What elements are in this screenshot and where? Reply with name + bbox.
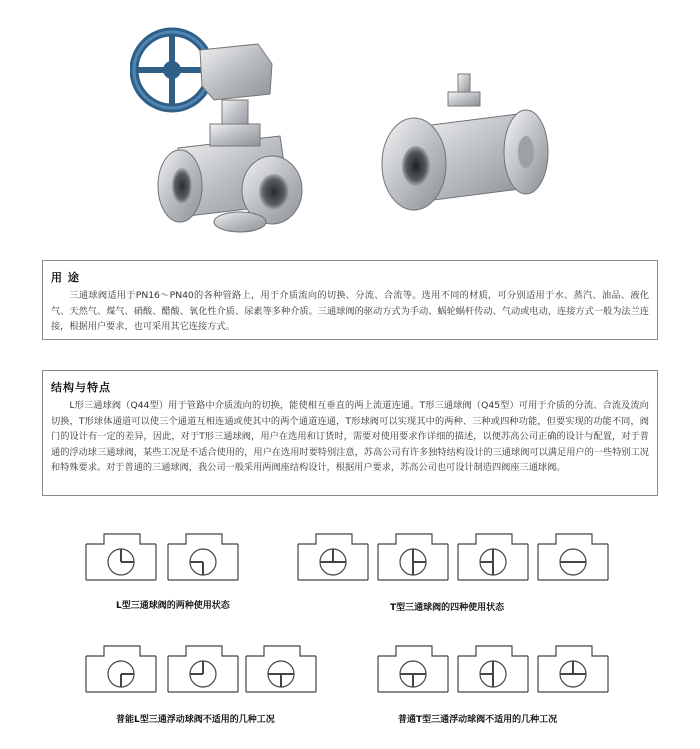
t-valve-states-diagram: [296, 530, 612, 596]
valve-schematic: [378, 534, 448, 580]
valve-schematic: [298, 534, 368, 580]
usage-section: [42, 260, 658, 340]
usage-title: 用 途: [51, 271, 80, 284]
valve-schematic: [378, 646, 448, 692]
l-valve-states-caption: L型三通球阀的两种使用状态: [116, 601, 230, 611]
t-valve-states-caption: T型三通球阀的四种使用状态: [390, 603, 505, 613]
valve-schematic: [458, 646, 528, 692]
valve-schematic: [168, 646, 238, 692]
valve-schematic: [538, 646, 608, 692]
l-valve-unsuitable-caption: 普能L型三通浮动球阀不适用的几种工况: [116, 715, 275, 725]
t-valve-unsuitable-caption: 普通T型三通浮动球阀不适用的几种工况: [398, 715, 558, 725]
structure-text: L形三通球阀（Q44型）用于管路中介质流向的切换，能使相互垂直的两上流道连通。T形三通球阀（Q45型）可用于介质的分流、合流及流向切换，T形球体通道可以使三个通道互相连通或使其中的两个通道连通，T形球阀可以实现其中的两种、三种或四种功能，但要实现的功能不同，阀门的设计有一定的差异，因此，对于T形三通球阀，用户在选用和订货时，需要对使用要求作详细的描述，以便苏高公司正确的设计与配置，对于普通的浮动球三通球阀，某些工况是不适合使用的，用户在选用时要特别注意，苏高公司有许多独特结构设计的三通球阀可以满足用户的一些特别工况和特殊要求。对于普通的三通球阀，我公司一般采用两阀座结构设计，根据用户要求，苏高公司也可设计制造四阀座三通球阀。: [51, 400, 649, 474]
l-valve-unsuitable-diagram: [84, 642, 320, 708]
t-valve-unsuitable-diagram: [376, 642, 612, 708]
valve-schematic: [246, 646, 316, 692]
structure-title: 结构与特点: [51, 381, 111, 394]
structure-section: [42, 370, 658, 496]
valve-schematic: [538, 534, 608, 580]
valve-schematic: [168, 534, 238, 580]
bare-stem-three-way-valve-photo: [378, 70, 558, 230]
usage-text: 三通球阀适用于PN16～PN40的各种管路上，用于介质流向的切换、分流、合流等。选用不同的材质，可分别适用于水、蒸汽、油品、液化气、天然气、煤气、硝酸、醋酸、氧化性介质、尿素等多种介质。三通球阀的驱动方式为手动、蜗轮蜗杆传动、气动或电动，连接方式一般为法兰连接，根据用户要求，也可采用其它连接方式。: [51, 290, 649, 333]
l-valve-states-diagram: [84, 530, 244, 596]
gear-operated-three-way-valve-photo: [130, 8, 310, 238]
valve-schematic: [458, 534, 528, 580]
valve-schematic: [86, 534, 156, 580]
valve-schematic: [86, 646, 156, 692]
handwheel-icon: [134, 32, 210, 108]
